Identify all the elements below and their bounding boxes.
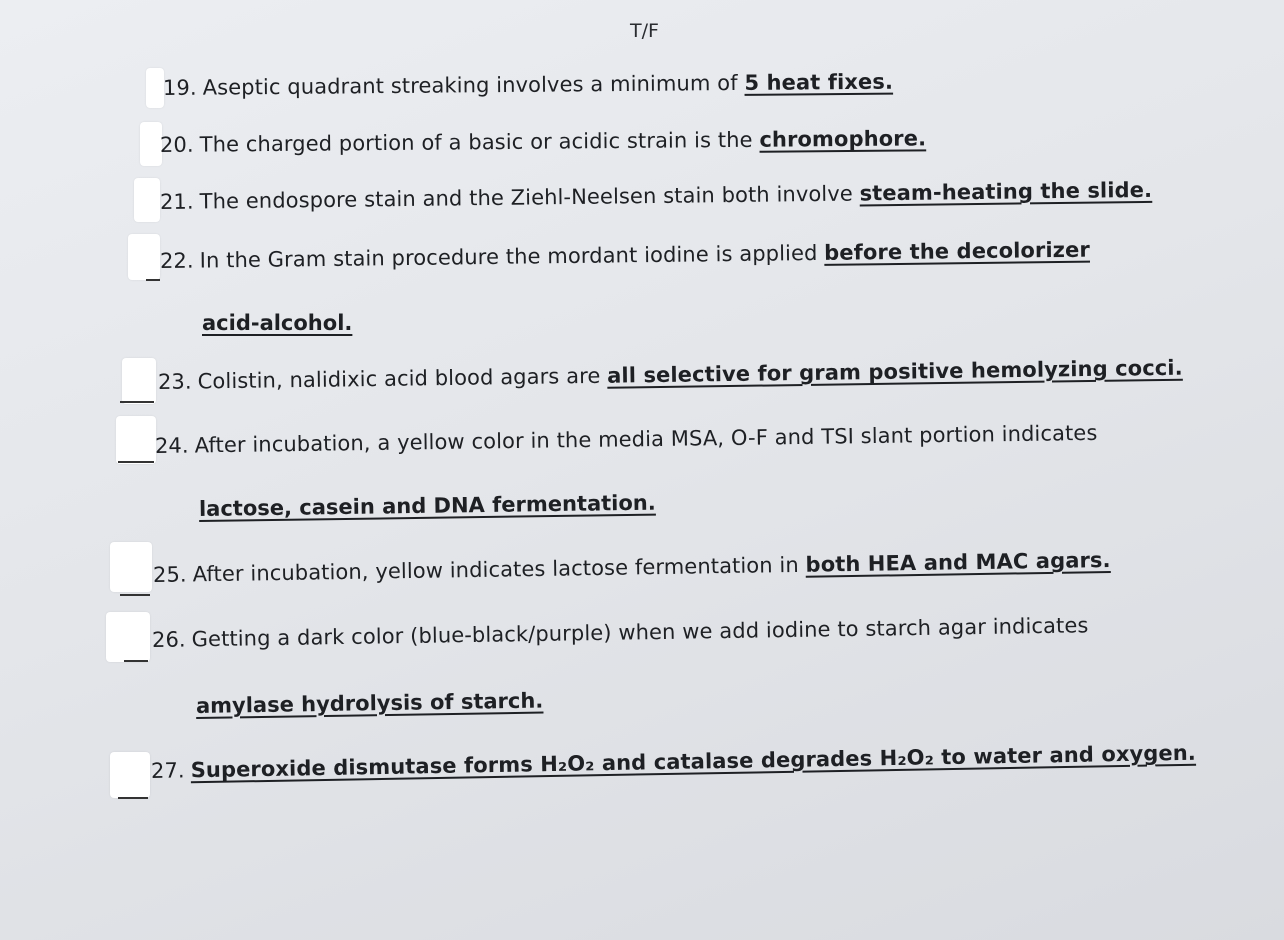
question-text: The charged portion of a basic or acidic strain is the — [199, 127, 760, 157]
question-number: 20. — [159, 132, 194, 157]
question-21 — [160, 178, 1152, 214]
question-26 — [152, 613, 1089, 652]
question-text: Getting a dark color (blue-black/purple) when we add iodine to starch agar indicates — [191, 613, 1089, 652]
answer-redaction-22 — [128, 234, 160, 280]
underlined-claim: Superoxide dismutase forms H₂O₂ and catalase degrades H₂O₂ to water and oxygen. — [190, 740, 1197, 783]
answer-redaction-27 — [110, 752, 150, 798]
underlined-claim: both HEA and MAC agars. — [805, 547, 1111, 577]
question-19 — [163, 70, 893, 100]
question-25 — [153, 548, 1111, 587]
question-number: 25. — [152, 562, 187, 587]
question-text: After incubation, a yellow color in the media MSA, O-F and TSI slant portion indicates — [194, 420, 1098, 458]
question-26-continuation: amylase hydrolysis of starch. — [195, 688, 544, 718]
underlined-claim: before the decolorizer — [824, 237, 1090, 265]
underlined-claim: chromophore. — [759, 126, 927, 152]
question-text: Colistin, nalidixic acid blood agars are — [197, 363, 608, 394]
answer-blank-line — [146, 279, 160, 281]
question-22 — [160, 238, 1090, 273]
question-number: 19. — [162, 75, 197, 100]
question-number: 26. — [151, 627, 186, 652]
answer-redaction-19 — [146, 68, 164, 108]
underlined-claim: all selective for gram positive hemolyzing cocci. — [607, 355, 1183, 388]
question-number: 23. — [157, 369, 192, 394]
answer-redaction-23 — [122, 358, 156, 404]
answer-redaction-24 — [116, 416, 156, 464]
question-number: 24. — [154, 433, 189, 458]
answer-redaction-26 — [106, 612, 150, 662]
question-27 — [151, 741, 1196, 783]
question-number: 21. — [159, 189, 194, 214]
answer-blank-line — [124, 660, 148, 662]
question-24-continuation: lactose, casein and DNA fermentation. — [198, 490, 656, 521]
question-number: 22. — [159, 248, 194, 273]
question-number: 27. — [150, 758, 185, 783]
question-text: The endospore stain and the Ziehl-Neelsen stain both involve — [199, 181, 860, 214]
answer-redaction-25 — [110, 542, 152, 592]
answer-blank-line — [120, 401, 154, 403]
answer-blank-line — [120, 594, 150, 596]
answer-blank-line — [118, 461, 154, 463]
question-22-continuation: acid-alcohol. — [202, 311, 353, 335]
question-text: After incubation, yellow indicates lactose fermentation in — [192, 552, 806, 587]
section-header: T/F — [630, 20, 659, 42]
underlined-claim: 5 heat fixes. — [744, 69, 894, 95]
question-23 — [158, 356, 1183, 394]
question-text: Aseptic quadrant streaking involves a minimum of — [202, 70, 745, 100]
answer-redaction-21 — [134, 178, 160, 222]
answer-blank-line — [118, 797, 148, 799]
question-24 — [155, 421, 1098, 458]
underlined-claim: steam-heating the slide. — [859, 177, 1153, 206]
question-text: In the Gram stain procedure the mordant iodine is applied — [199, 240, 825, 273]
answer-redaction-20 — [140, 122, 162, 166]
question-20 — [160, 126, 926, 157]
